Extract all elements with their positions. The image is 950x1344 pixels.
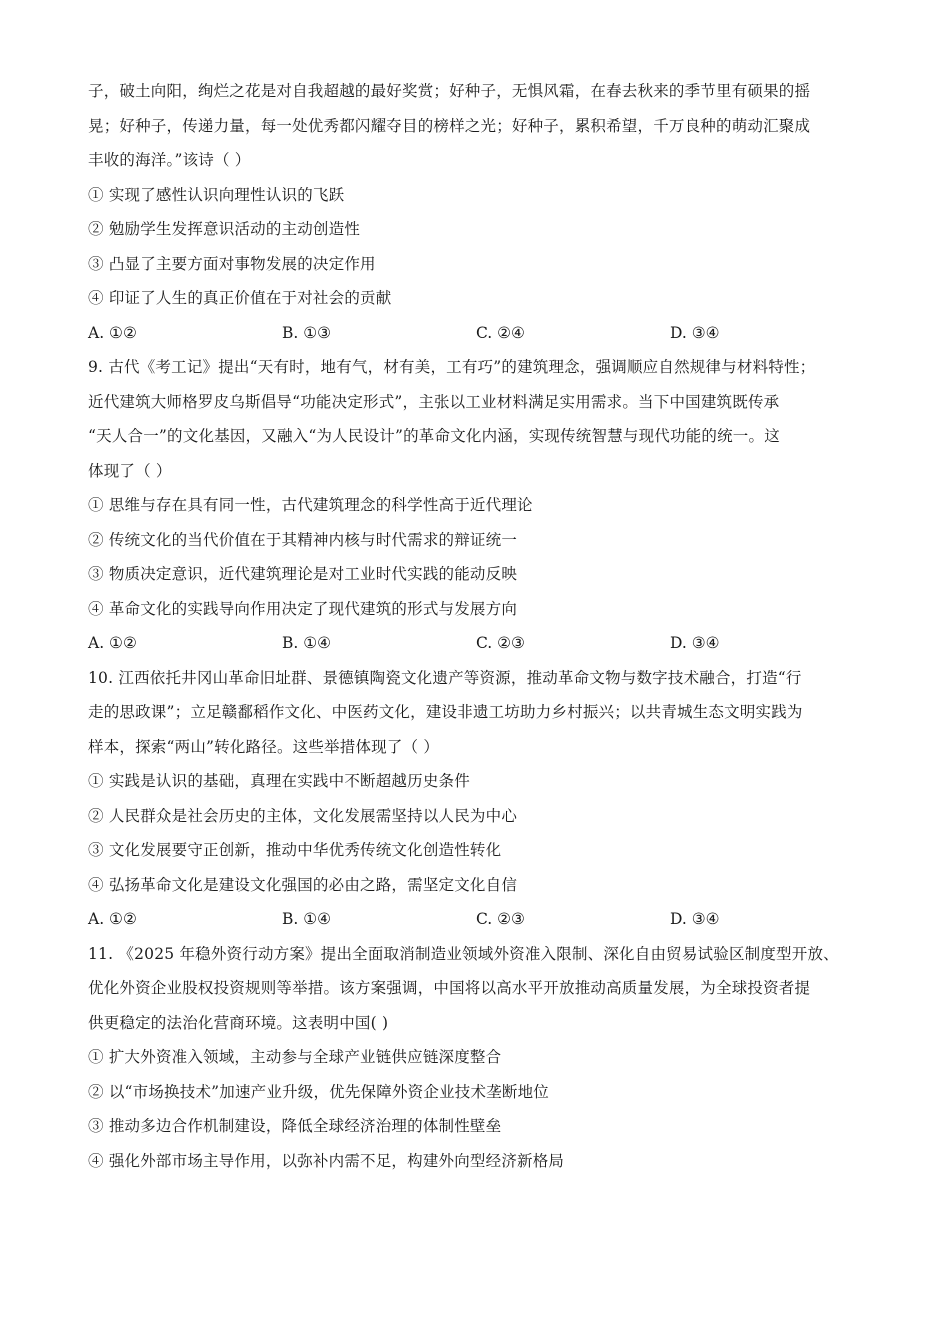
answer-choices: [88, 902, 868, 937]
question-stem-line: 走的思政课”；立足赣鄱稻作文化、中医药文化，建设非遗工坊助力乡村振兴；以共青城生态文明实践为: [88, 703, 803, 721]
choice-c: C. ②③: [476, 910, 525, 928]
option-1: ① 扩大外资准入领域，主动参与全球产业链供应链深度整合: [88, 1048, 502, 1066]
option-3: ③ 物质决定意识，近代建筑理论是对工业时代实践的能动反映: [88, 565, 518, 583]
choice-b: B. ①④: [282, 910, 332, 928]
option-2: ② 人民群众是社会历史的主体，文化发展需坚持以人民为中心: [88, 806, 518, 825]
question-stem-line: 晃；好种子，传递力量，每一处优秀都闪耀夺目的榜样之光；好种子，累积希望，千万良种的萌动汇聚成: [88, 116, 811, 135]
choice-c: C. ②④: [476, 323, 525, 342]
option-1: ① 实践是认识的基础，真理在实践中不断超越历史条件: [88, 772, 470, 790]
choice-a: A. ①②: [88, 323, 137, 342]
question-stem-line: 11. 《2025 年稳外资行动方案》提出全面取消制造业领域外资准入限制、深化自由贸易试验区制度型开放、: [88, 944, 839, 963]
option-3: ③ 文化发展要守正创新，推动中华优秀传统文化创造性转化: [88, 841, 502, 859]
option-2: ② 以“市场换技术”加速产业升级，优先保障外资企业技术垄断地位: [88, 1082, 549, 1101]
question-11: [88, 937, 868, 1179]
question-stem-line: 丰收的海洋。”该诗（ ）: [88, 151, 251, 169]
option-1: ① 实现了感性认识向理性认识的飞跃: [88, 185, 345, 204]
question-stem-line: 子，破土向阳，绚烂之花是对自我超越的最好奖赏；好种子，无惧风霜，在春去秋来的季节里有硕果的摇: [88, 82, 811, 100]
question-stem-line: 供更稳定的法治化营商环境。这表明中国( ): [88, 1013, 389, 1032]
option-3: ③ 凸显了主要方面对事物发展的决定作用: [88, 254, 376, 273]
question-stem-line: 体现了（ ）: [88, 461, 172, 480]
question-stem-line: “天人合一”的文化基因，又融入“为人民设计”的革命文化内涵，实现传统智慧与现代功能的统一。这: [88, 427, 780, 445]
option-1: ① 思维与存在具有同一性，古代建筑理念的科学性高于近代理论: [88, 496, 533, 514]
question-stem-line: 10. 江西依托井冈山革命旧址群、景德镇陶瓷文化遗产等资源，推动革命文物与数字技术融合，打造“行: [88, 668, 802, 687]
question-9: [88, 350, 868, 661]
choice-d: D. ③④: [670, 634, 720, 652]
answer-choices: [88, 626, 868, 661]
exam-page: [88, 74, 868, 1178]
answer-choices: [88, 316, 868, 351]
option-4: ④ 强化外部市场主导作用，以弥补内需不足，构建外向型经济新格局: [88, 1151, 565, 1170]
question-stem-line: 样本，探索“两山”转化路径。这些举措体现了（ ）: [88, 737, 440, 756]
question-8: [88, 74, 868, 350]
question-10: [88, 661, 868, 937]
option-4: ④ 革命文化的实践导向作用决定了现代建筑的形式与发展方向: [88, 599, 518, 618]
choice-b: B. ①③: [282, 323, 332, 342]
question-stem-line: 9. 古代《考工记》提出“天有时，地有气，材有美，工有巧”的建筑理念，强调顺应自然规律与材料特性；: [88, 358, 816, 376]
option-4: ④ 弘扬革命文化是建设文化强国的必由之路，需坚定文化自信: [88, 875, 518, 894]
question-stem-line: 近代建筑大师格罗皮乌斯倡导“功能决定形式”，主张以工业材料满足实用需求。当下中国建筑既传承: [88, 392, 780, 411]
option-2: ② 传统文化的当代价值在于其精神内核与时代需求的辩证统一: [88, 530, 518, 549]
option-4: ④ 印证了人生的真正价值在于对社会的贡献: [88, 289, 392, 307]
choice-d: D. ③④: [670, 323, 720, 342]
question-stem-line: 优化外资企业股权投资规则等举措。该方案强调，中国将以高水平开放推动高质量发展，为全球投资者提: [88, 979, 811, 997]
choice-d: D. ③④: [670, 910, 720, 928]
option-3: ③ 推动多边合作机制建设，降低全球经济治理的体制性壁垒: [88, 1117, 502, 1135]
choice-a: A. ①②: [88, 634, 137, 652]
choice-b: B. ①④: [282, 634, 332, 652]
choice-c: C. ②③: [476, 634, 525, 652]
option-2: ② 勉励学生发挥意识活动的主动创造性: [88, 220, 361, 238]
choice-a: A. ①②: [88, 910, 137, 928]
